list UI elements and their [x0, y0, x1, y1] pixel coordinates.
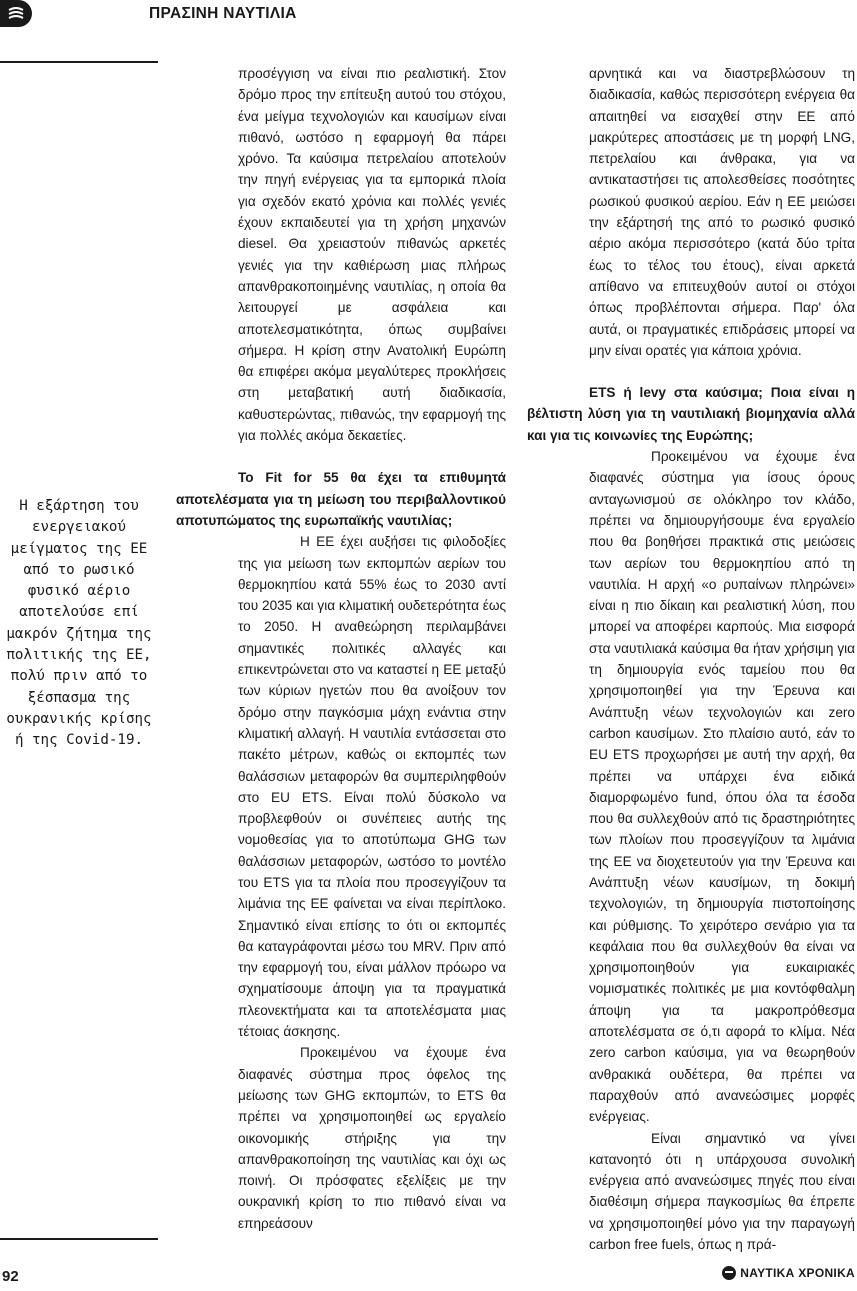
paragraph: Προκειμένου να έχουμε ένα διαφανές σύστημα προς όφελος της μείωσης των GHG εκπομπών, το ETS θα πρέπει να χρησιμοποιηθεί ως εργαλείο οικονομικής στήριξης για την απανθρακοποίηση της ναυτιλίας και όχι ως ποινή. Οι πρόσφατες εξελίξεις με την ουκρανική κρίση το πιο πιθανό είναι να επηρεάσουν — [238, 1045, 506, 1231]
publication-label: ΝΑΥΤΙΚΑ ΧΡΟΝΙΚΑ — [740, 1266, 855, 1280]
publication-mark-icon — [722, 1266, 736, 1280]
article-column-left — [176, 63, 506, 1234]
section-heading: Το Fit for 55 θα έχει τα επιθυμητά αποτελέσματα για τη μείωση του περιβαλλοντικού αποτυπώματος της ευρωπαϊκής ναυτιλίας; — [176, 470, 506, 528]
paragraph: Προκειμένου να έχουμε ένα διαφανές σύστημα για ίσους όρους ανταγωνισμού σε ολόκληρο τον κλάδο, πρέπει να δημιουργήσουμε ένα εργαλείο που θα βοηθήσει πρακτικά στις μειώσεις των αερίων του θερμοκηπίου από τη ναυτιλία. Η αρχή «ο ρυπαίνων πληρώνει» είναι η πιο δίκαιη και ρεαλιστική λύση, που μπορεί να αποφέρει καρπούς. Μια εισφορά στα ναυτιλιακά καύσιμα θα ήταν χρήσιμη για τη δημιουργία ενός ταμείου που θα χρησιμοποιηθεί για την Έρευνα και Ανάπτυξη νέων τεχνολογιών και zero carbon καυσίμων. Στο πλαίσιο αυτό, εάν το EU ETS προχωρήσει με αυτή την αρχή, θα πρέπει να υπάρχει ένα ειδικά διαμορφωμένο fund, όπου όλα τα έσοδα που θα συλλεχθούν από τις δραστηριότητες των πλοίων που προσεγγίζουν τα λιμάνια της ΕΕ να διοχετευτούν για την Έρευνα και Ανάπτυξη νέων καυσίμων, τη δοκιμή τεχνολογιών, τη δημιουργία πιστοποίησης και ρύθμισης. Το χειρότερο σενάριο για τα κεφάλαια που θα συλλεχθούν θα είναι να χρησιμοποιηθούν για ευκαιριακές νομισματικές πολιτικές με μια κοντόφθαλμη άποψη για τα μακροπρόθεσμα αποτελέσματα σε ό,τι αφορά το κλίμα. Νέα zero carbon καύσιμα, για να θεωρηθούν ανθρακικά ουδέτερα, θα πρέπει να παραχθούν από ανανεώσιμες μορφές ενέργειας. — [589, 449, 855, 1125]
section-heading: ETS ή levy στα καύσιμα; Ποια είναι η βέλτιστη λύση για τη ναυτιλιακή βιομηχανία αλλά και για τις κοινωνίες της Ευρώπης; — [527, 385, 855, 443]
top-divider — [0, 61, 158, 63]
publication-name — [722, 1266, 855, 1280]
bottom-divider — [0, 1238, 158, 1240]
paragraph: προσέγγιση να είναι πιο ρεαλιστική. Στον δρόμο προς την επίτευξη αυτού του στόχου, ένα μείγμα τεχνολογιών και καυσίμων είναι πιθανό, ωστόσο η εφαρμογή θα πάρει χρόνο. Τα καύσιμα πετρελαίου αποτελούν την πηγή ενέργειας για τα εμπορικά πλοία για σχεδόν εκατό χρόνια και πολλές γενιές έχουν εκπαιδευτεί για τη χρήση μηχανών diesel. Θα χρειαστούν πιθανώς αρκετές γενιές για την καθιέρωση μιας πλήρως απανθρακοποιημένης ναυτιλίας, η οποία θα λειτουργεί με ασφάλεια και αποτελεσματικότητα, όπως συμβαίνει σήμερα. Η κρίση στην Ανατολική Ευρώπη θα επιφέρει ακόμα μεγαλύτερες προκλήσεις στη μεταβατική αυτή διαδικασία, καθυστερώντας, πιθανώς, την εφαρμογή της για πολλές ακόμα δεκαετίες. — [238, 66, 506, 444]
publication-logo-icon — [0, 0, 32, 27]
pull-quote: Η εξάρτηση του ενεργειακού μείγματος της ΕΕ από το ρωσικό φυσικό αέριο αποτελούσε επί μακρόν ζήτημα της πολιτικής της ΕΕ, πολύ πριν από το ξέσπασμα της ουκρανικής κρίσης ή της Covid-19. — [6, 498, 152, 749]
article-column-right — [527, 63, 855, 1255]
paragraph: Η ΕΕ έχει αυξήσει τις φιλοδοξίες της για μείωση των εκπομπών αερίων του θερμοκηπίου κατά 55% έως το 2030 αντί του 2035 και για κλιματική ουδετερότητα έως το 2050. Η αναθεώρηση περιλαμβάνει σημαντικές πολιτικές αλλαγές και επικεντρώνεται στο να καταστεί η ΕΕ μεταξύ των κύριων ηγετών που θα ανοίξουν τον δρόμο στην παγκόσμια μάχη ενάντια στην κλιματική αλλαγή. Η ναυτιλία εντάσσεται στο πακέτο μέτρων, καθώς οι εκπομπές των θαλάσσιων μεταφορών θα συμπεριληφθούν στο EU ETS. Είναι πολύ δύσκολο να προβλεφθούν οι συνέπειες αυτής της νομοθεσίας για το αποτύπωμα GHG των θαλάσσιων μεταφορών, ωστόσο το μοντέλο του ETS για τα πλοία που προσεγγίζουν τα λιμάνια της ΕΕ φαίνεται να είναι περίπλοκο. Σημαντικό είναι επίσης το ότι οι εκπομπές θα καταγράφονται μέσω του MRV. Πριν από την εφαρμογή του, είναι μάλλον πρόωρο να σχηματίσουμε άποψη για τα πραγματικά πλεονεκτήματα και τα αποτελέσματα μιας τέτοιας άσκησης. — [238, 534, 506, 1040]
paragraph: αρνητικά και να διαστρεβλώσουν τη διαδικασία, καθώς περισσότερη ενέργεια θα απαιτηθεί να εισαχθεί στην ΕΕ από μακρύτερες αποστάσεις με τη μορφή LNG, πετρελαίου και άνθρακα, για να αντικαταστήσει τις απολεσθείσες ποσότητες ρωσικού φυσικού αερίου. Εάν η ΕΕ μειώσει την εξάρτησή της από το ρωσικό φυσικό αέριο ακόμα περισσότερο (κατά δύο τρίτα έως το τέλος του έτους), είναι αρκετά απίθανο να επιτευχθούν αυτοί οι στόχοι όπως προβλέπονται σήμερα. Παρ' όλα αυτά, οι πραγματικές επιδράσεις μπορεί να μην είναι ορατές για κάποια χρόνια. — [589, 66, 855, 358]
page-number: 92 — [2, 1268, 19, 1285]
paragraph: Είναι σημαντικό να γίνει κατανοητό ότι η υπάρχουσα συνολική ενέργεια από ανανεώσιμες πηγές που είναι διαθέσιμη σήμερα παγκοσμίως θα έπρεπε να χρησιμοποιηθεί μόνο για την παραγωγή carbon free fuels, όπως η πρά- — [589, 1130, 855, 1253]
section-title: ΠΡΑΣΙΝΗ ΝΑΥΤΙΛΙΑ — [149, 5, 297, 22]
